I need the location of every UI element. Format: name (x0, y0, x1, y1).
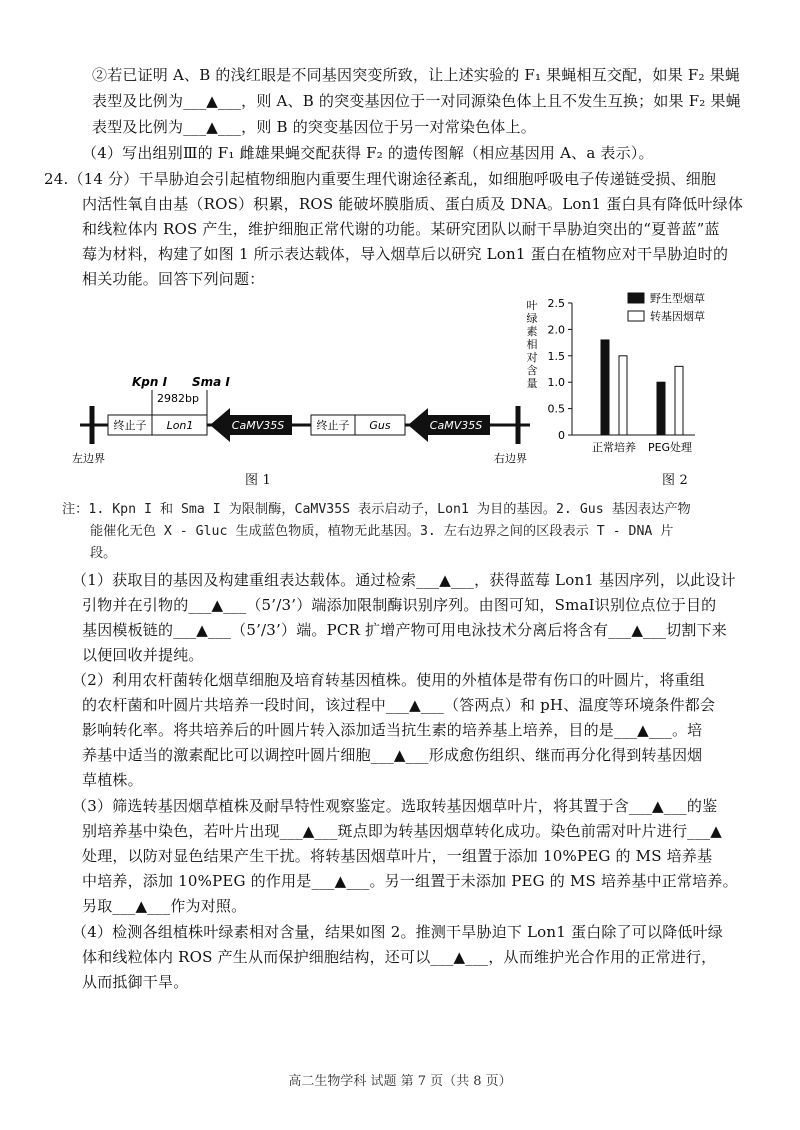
legend (628, 291, 705, 323)
bar-wild-type-peg (657, 382, 665, 435)
text-line: 以便回收并提纯。 (82, 646, 204, 664)
figure-1-caption: 图 1 (245, 473, 272, 488)
text-line: 表型及比例为___▲___，则 A、B 的突变基因位于一对同源染色体上且不发生互换；如果 F₂ 果蝇 (92, 92, 741, 110)
text-line: （1）获取目的基因及构建重组表达载体。通过检索___▲___，获得蓝莓 Lon1 基因序列，以此设计 (72, 571, 736, 589)
text-line: 和线粒体内 ROS 产生，维护细胞正常代谢的功能。某研究团队以耐干旱胁迫突出的“夏普蓝”蓝 (82, 220, 720, 238)
text-line: 体和线粒体内 ROS 产生从而保护细胞结构，还可以___▲___，从而维护光合作用的正常进行， (82, 948, 717, 966)
text-line: （4）检测各组植株叶绿素相对含量，结果如图 2。推测干旱胁迫下 Lon1 蛋白除了可以降低叶绿 (72, 923, 723, 941)
text-line: 相关功能。回答下列问题： (82, 270, 265, 288)
y-label-char: 相 (526, 338, 538, 351)
y-tick-label: 2.0 (547, 323, 565, 337)
text-line: ②若已证明 A、B 的浅红眼是不同基因突变所致，让上述实验的 F₁ 果蝇相互交配，如果 F₂ 果蝇 (92, 66, 741, 84)
text-line: 别培养基中染色，若叶片出现___▲___斑点即为转基因烟草转化成功。染色前需对叶片进行___▲ (82, 822, 722, 840)
text-line: 基因模板链的___▲___（5’/3’）端。PCR 扩增产物可用电泳技术分离后将含有___▲___切割下来 (82, 621, 727, 639)
y-label-char: 绿 (526, 312, 538, 325)
right-border-label: 右边界 (494, 452, 527, 465)
text-line: 草植株。 (82, 771, 143, 789)
bars (601, 340, 683, 435)
text-line: 引物并在引物的___▲___（5’/3’）端添加限制酶识别序列。由图可知，SmaI识别位点位于目的 (82, 596, 717, 614)
question-24-heading: 24.（14 分）干旱胁迫会引起植物细胞内重要生理代谢途径紊乱，如细胞呼吸电子传递链受损、细胞 (44, 170, 717, 188)
bar-wild-type-normal (601, 340, 609, 435)
legend-swatch (628, 293, 644, 303)
sma-label: Sma I (192, 375, 230, 389)
text-line: 影响转化率。将共培养后的叶圆片转入添加适当抗生素的培养基上培养，目的是___▲___。培 (82, 721, 703, 739)
text-line: 中培养，添加 10%PEG 的作用是___▲___。另一组置于未添加 PEG 的 MS 培养基中正常培养。 (82, 872, 738, 890)
y-label-char: 对 (526, 351, 538, 364)
y-tick-label: 0.5 (547, 402, 565, 416)
note-line: 注：1. Kpn I 和 Sma I 为限制酶，CaMV35S 表示启动子，Lon1 为目的基因。2. Gus 基因表达产物 (62, 502, 691, 517)
x-categories (592, 440, 692, 454)
text-line: （4）写出组别Ⅲ的 F₁ 雌雄果蝇交配获得 F₂ 的遗传图解（相应基因用 A、a 表示）。 (82, 144, 654, 162)
y-label-char: 含 (526, 364, 538, 377)
y-tick-label: 0 (558, 429, 565, 442)
figure-1-vector-diagram (70, 370, 540, 470)
text-line: 莓为材料，构建了如图 1 所示表达载体，导入烟草后以研究 Lon1 蛋白在植物应对干旱胁迫时的 (82, 245, 729, 263)
promoter-2-label: CaMV35S (429, 419, 483, 432)
text-line: 养基中适当的激素配比可以调控叶圆片细胞___▲___形成愈伤组织、继而再分化得到转基因烟 (82, 746, 703, 764)
legend-swatch (628, 311, 644, 321)
legend-label: 野生型烟草 (650, 292, 705, 305)
y-ticks (548, 297, 573, 442)
text-line: 的农杆菌和叶圆片共培养一段时间，该过程中___▲___（答两点）和 pH、温度等环境条件都会 (82, 696, 716, 714)
gus-label: Gus (369, 419, 391, 432)
y-tick-label: 1.5 (547, 349, 565, 363)
lon1-label: Lon1 (166, 419, 194, 432)
page-footer: 高二生物学科 试题 第 7 页（共 8 页） (288, 1074, 512, 1089)
bar-transgenic-peg (675, 366, 683, 435)
terminator-1-label: 终止子 (113, 419, 147, 432)
x-category-label: 正常培养 (592, 441, 636, 454)
text-line: （2）利用农杆菌转化烟草细胞及培育转基因植株。使用的外植体是带有伤口的叶圆片，将重组 (72, 671, 705, 689)
text-line: （3）筛选转基因烟草植株及耐旱特性观察鉴定。选取转基因烟草叶片，将其置于含___▲___的鉴 (72, 797, 718, 815)
x-category-label: PEG处理 (647, 441, 693, 454)
legend-label: 转基因烟草 (650, 310, 705, 323)
figure-2-caption: 图 2 (662, 473, 689, 488)
text-line: 另取___▲___作为对照。 (82, 897, 247, 915)
figure-2-bar-chart (520, 285, 760, 465)
text-line: 内活性氧自由基（ROS）积累，ROS 能破坏膜脂质、蛋白质及 DNA。Lon1 蛋白具有降低叶绿体 (82, 195, 744, 213)
bp-label: 2982bp (157, 392, 199, 405)
left-border-label: 左边界 (72, 452, 105, 465)
y-tick-label: 2.5 (547, 297, 565, 310)
y-tick-label: 1.0 (547, 376, 565, 390)
text-line: 表型及比例为___▲___，则 B 的突变基因位于另一对常染色体上。 (92, 118, 536, 136)
text-line: 从而抵御干旱。 (82, 973, 189, 991)
y-label-char: 素 (526, 325, 538, 338)
promoter-1-label: CaMV35S (231, 419, 285, 432)
y-axis-label (527, 298, 538, 390)
note-line: 能催化无色 X - Gluc 生成蓝色物质，植物无此基因。3. 左右边界之间的区段表示 T - DNA 片 (90, 524, 674, 539)
bar-transgenic-normal (619, 356, 627, 435)
kpn-label: Kpn I (132, 375, 168, 389)
y-label-char: 叶 (526, 299, 538, 312)
text-line: 处理，以防对显色结果产生干扰。将转基因烟草叶片，一组置于添加 10%PEG 的 MS 培养基 (82, 847, 713, 865)
y-label-char: 量 (526, 377, 538, 390)
terminator-2-label: 终止子 (316, 419, 350, 432)
note-line: 段。 (90, 546, 117, 561)
